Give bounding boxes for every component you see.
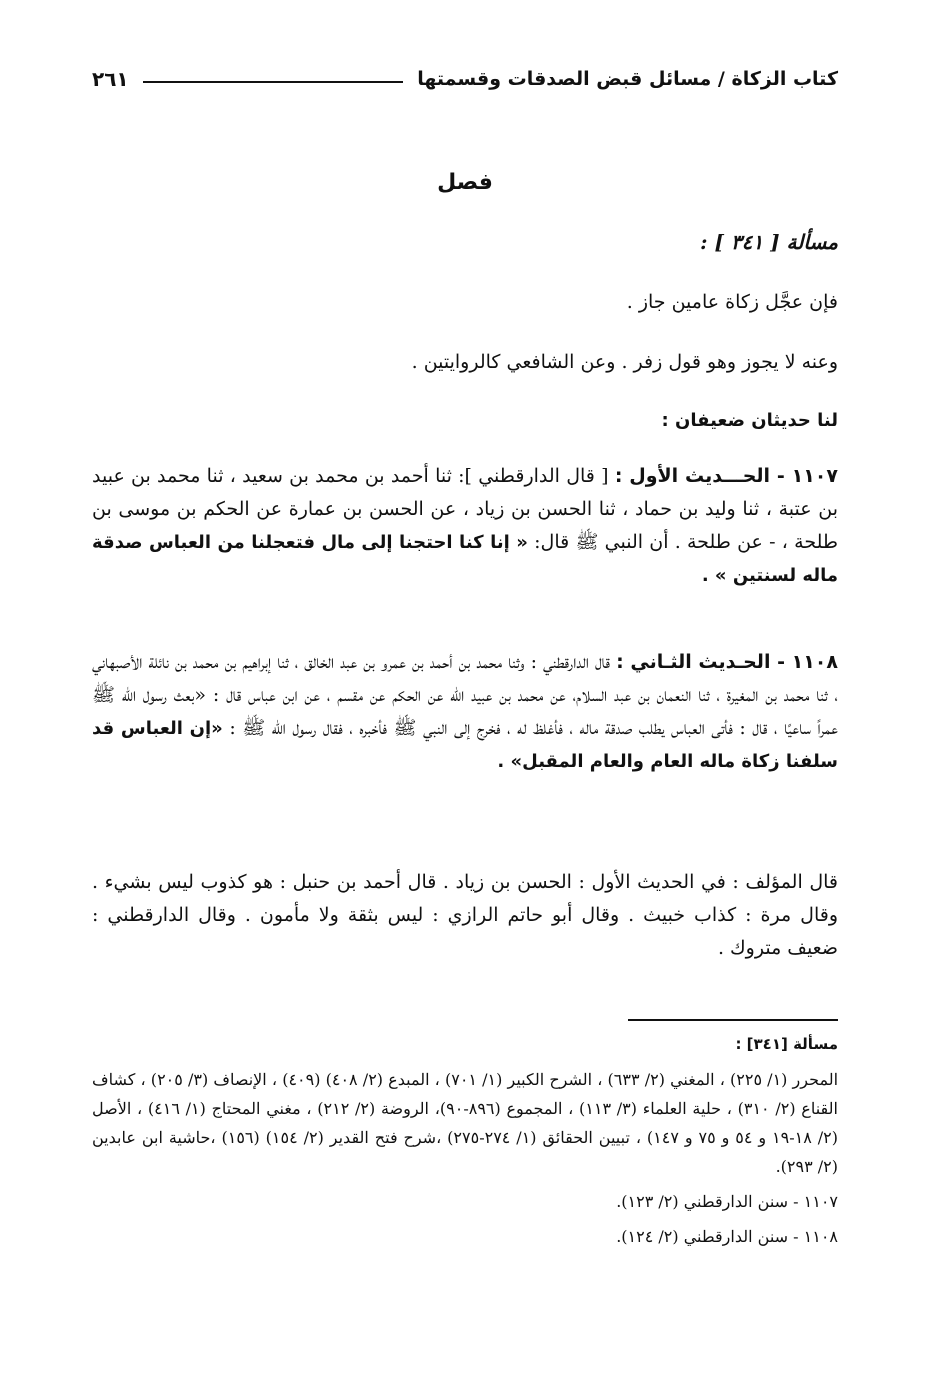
header-title: كتاب الزكاة / مسائل قبض الصدقات وقسمتها [417, 68, 838, 90]
paragraph-evidence-intro: لنا حديثان ضعيفان : [661, 410, 838, 431]
hadith-1107-isnad: ثنا أحمد بن محمد بن سعيد ، ثنا محمد بن عبيد بن عتبة ، ثنا وليد بن حماد ، ثنا الحسن بن زياد ، عن الحسن بن عمارة عن الحكم بن موسى بن طلحة ، - عن طلحة . أن النبي ﷺ قال: [92, 465, 839, 553]
hadith-1107-isnad-source: [ قال الدارقطني ]: [458, 465, 609, 487]
paragraph-other-opinion: وعنه لا يجوز وهو قول زفر . وعن الشافعي كالروايتين . [411, 351, 838, 373]
hadith-1107 [92, 460, 838, 592]
author-comment: قال المؤلف : في الحديث الأول : الحسن بن زياد . قال أحمد بن حنبل : هو كذوب ليس بشيء . وقال مرة : كذاب خبيث . وقال أبو حاتم الرازي : ليس بثقة ولا مأمون . وقال الدارقطني : ضعيف متروك . [92, 871, 838, 959]
footnote-divider [628, 1019, 838, 1021]
hadith-1108-isnad: قال الدارقطني : وثنا محمد بن أحمد بن عمرو بن عبد الخالق ، ثنا إبراهيم بن محمد بن نائلة الأصبهاني ، ثنا محمد بن المغيرة ، ثنا النعمان بن عبد السلام، عن محمد بن عبيد الله عن الحكم عن مقسم ، عن ابن عباس قال : [92, 651, 838, 706]
header-rule [143, 81, 404, 83]
hadith-1108-matn: «بعث رسول الله ﷺ عمراً ساعيًا ، قال : فأتى العباس يطلب صدقة ماله ، فأغلظ له ، فخرج إلى النبي ﷺ فأخبره ، فقال رسول الله ﷺ : [92, 684, 838, 739]
footnote-references: المحرر (١/ ٢٢٥) ، المغني (٢/ ٦٣٣) ، الشرح الكبير (١/ ٧٠١) ، المبدع (٢/ ٤٠٨) (٤٠٩) ، الإنصاف (٣/ ٢٠٥) ، كشاف القناع (٢/ ٣١٠) ، حلية العلماء (٣/ ١١٣) ، المجموع (٨٩٦-٩٠)، الروضة (٢/ ٢١٢) ، مغني المحتاج (١/ ٤١٦) ، الأصل (٢/ ١٨-١٩ و ٥٤ و ٧٥ و ١٤٧) ، تبيين الحقائق (١/ ٢٧٤-٢٧٥) ،شرح فتح القدير (٢/ ١٥٤) (١٥٦) ،حاشية ابن عابدين (٢/ ٢٩٣). [92, 1070, 839, 1176]
hadith-1107-matn: « إنا كنا احتجنا إلى مال فتعجلنا من العباس صدقة ماله لسنتين » . [92, 532, 838, 586]
paragraph-ruling: فإن عجَّل زكاة عامين جاز . [626, 291, 838, 313]
section-heading: فصل [437, 170, 493, 195]
hadith-1108-matn-quote: «إن العباس قد سلفنا زكاة ماله العام والعام المقبل» . [92, 718, 838, 772]
footnote-heading: مسألة [٣٤١] : [735, 1035, 838, 1053]
footnote-1108: ١١٠٨ - سنن الدارقطني (٢/ ١٢٤). [616, 1227, 838, 1246]
hadith-1108-label: ١١٠٨ - الحـديث الثـاني : [616, 651, 838, 673]
running-header [92, 62, 838, 96]
hadith-1107-label: ١١٠٧ - الحـــديث الأول : [614, 465, 838, 487]
issue-title: مسألة [ ٣٤١ ] : [700, 230, 838, 254]
hadith-1108 [92, 646, 838, 778]
footnote-1107: ١١٠٧ - سنن الدارقطني (٢/ ١٢٣). [616, 1192, 838, 1211]
footnotes [92, 1030, 838, 1251]
page-number: ٢٦١ [92, 67, 129, 91]
